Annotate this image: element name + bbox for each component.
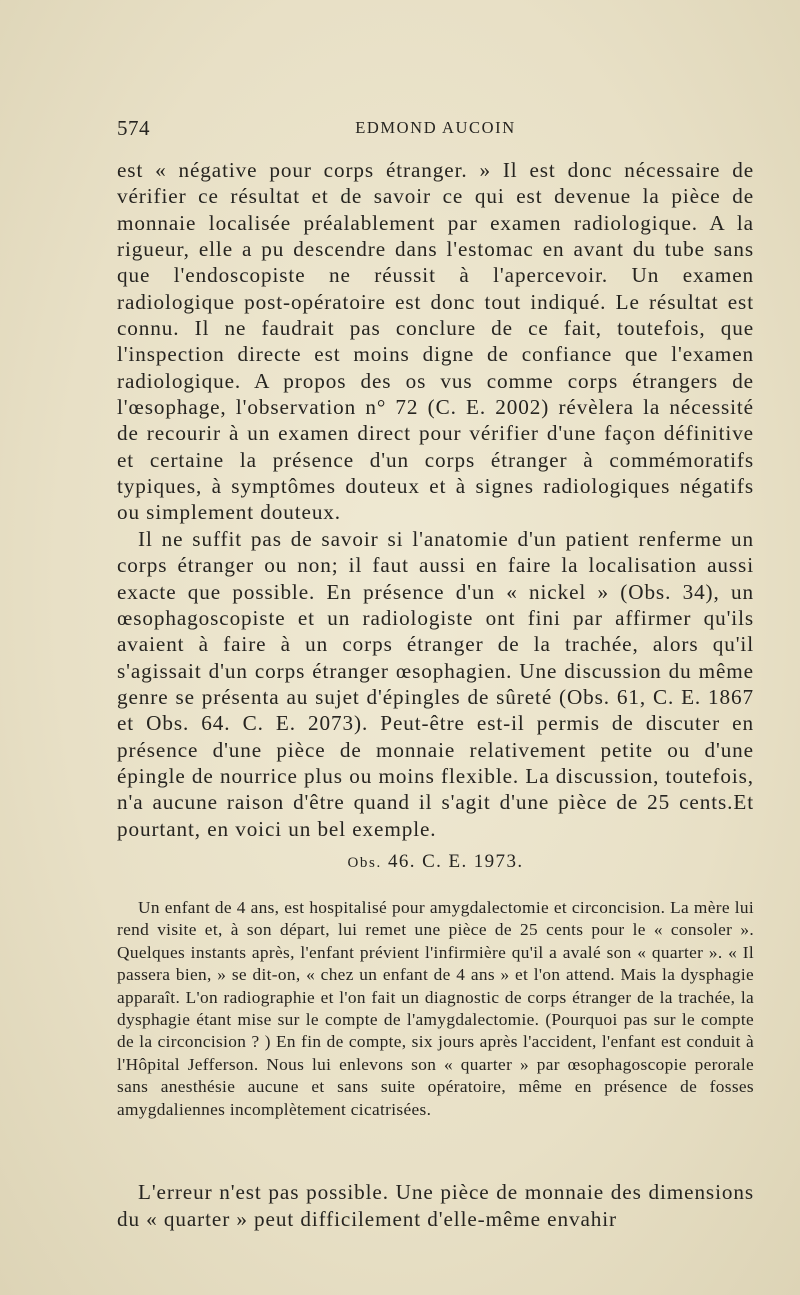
- closing-text: [117, 1179, 754, 1233]
- paragraph: est « négative pour corps étranger. » Il est donc nécessaire de vérifier ce résultat et de savoir ce qui est devenue la pièce de monnaie localisée préalablement par examen radiologique. A la rigueur, elle a pu descendre dans l'estomac en avant du tube sans que l'endoscopiste ne réussit à l'apercevoir. Un examen radiologique post-opératoire est donc tout indiqué. Le résultat est connu. Il ne faudrait pas conclure de ce fait, toutefois, que l'inspection directe est moins digne de confiance que l'examen radiologique. A propos des os vus comme corps étrangers de l'œsophage, l'observation n° 72 (C. E. 2002) révèlera la nécessité de recourir à un examen direct pour vérifier d'une façon définitive et certaine la présence d'un corps étranger à commémoratifs typiques, à symptômes douteux et à signes radiologiques négatifs ou simplement douteux.: [117, 158, 754, 525]
- paragraph: Un enfant de 4 ans, est hospitalisé pour amygdalectomie et circoncision. La mère lui rend visite et, à son départ, lui remet une pièce de 25 cents pour le « consoler ». Quelques instants après, l'enfant prévient l'infirmière qu'il a avalé son « quarter ». « Il passera bien, » se dit-on, « chez un enfant de 4 ans » et l'on attend. Mais la dysphagie apparaît. L'on radiographie et l'on fait un diagnostic de corps étranger de la trachée, la dysphagie étant mise sur le compte de l'amygdalectomie. (Pourquoi pas sur le compte de la circoncision ? ) En fin de compte, six jours après l'accident, l'enfant est conduit à l'Hôpital Jefferson. Nous lui enlevons son « quarter » par œsophagoscopie perorale sans anesthésie aucune et sans suite opératoire, même en présence de fosses amygdaliennes incomplètement cicatrisées.: [117, 898, 754, 1119]
- page-header: [117, 116, 754, 146]
- paragraph: L'erreur n'est pas possible. Une pièce de monnaie des dimensions du « quarter » peut difficilement d'elle-même envahir: [117, 1180, 754, 1231]
- paragraph: Il ne suffit pas de savoir si l'anatomie d'un patient renferme un corps étranger ou non; il faut aussi en faire la localisation aussi exacte que possible. En présence d'un « nickel » (Obs. 34), un œsophagoscopiste et un radiologiste ont fini par affirmer qu'ils avaient à faire à un corps étranger de la trachée, alors qu'il s'agissait d'un corps étranger œsophagien. Une discussion du même genre se présenta au sujet d'épingles de sûreté (Obs. 61, C. E. 1867 et Obs. 64. C. E. 2073). Peut-être est-il permis de discuter en présence d'une pièce de monnaie relativement petite ou d'une épingle de nourrice plus ou moins flexible. La discussion, toutefois, n'a aucune raison d'être quand il s'agit d'une pièce de 25 cents.Et pourtant, en voici un bel exemple.: [117, 526, 754, 841]
- observation-text: [117, 897, 754, 1121]
- page-number: 574: [117, 116, 150, 140]
- main-text: [117, 157, 754, 842]
- observation-number: 46. C. E. 1973.: [387, 851, 524, 872]
- running-head: EDMOND AUCOIN: [355, 118, 516, 137]
- observation-label: Obs.: [347, 855, 382, 871]
- observation-heading: [117, 851, 754, 873]
